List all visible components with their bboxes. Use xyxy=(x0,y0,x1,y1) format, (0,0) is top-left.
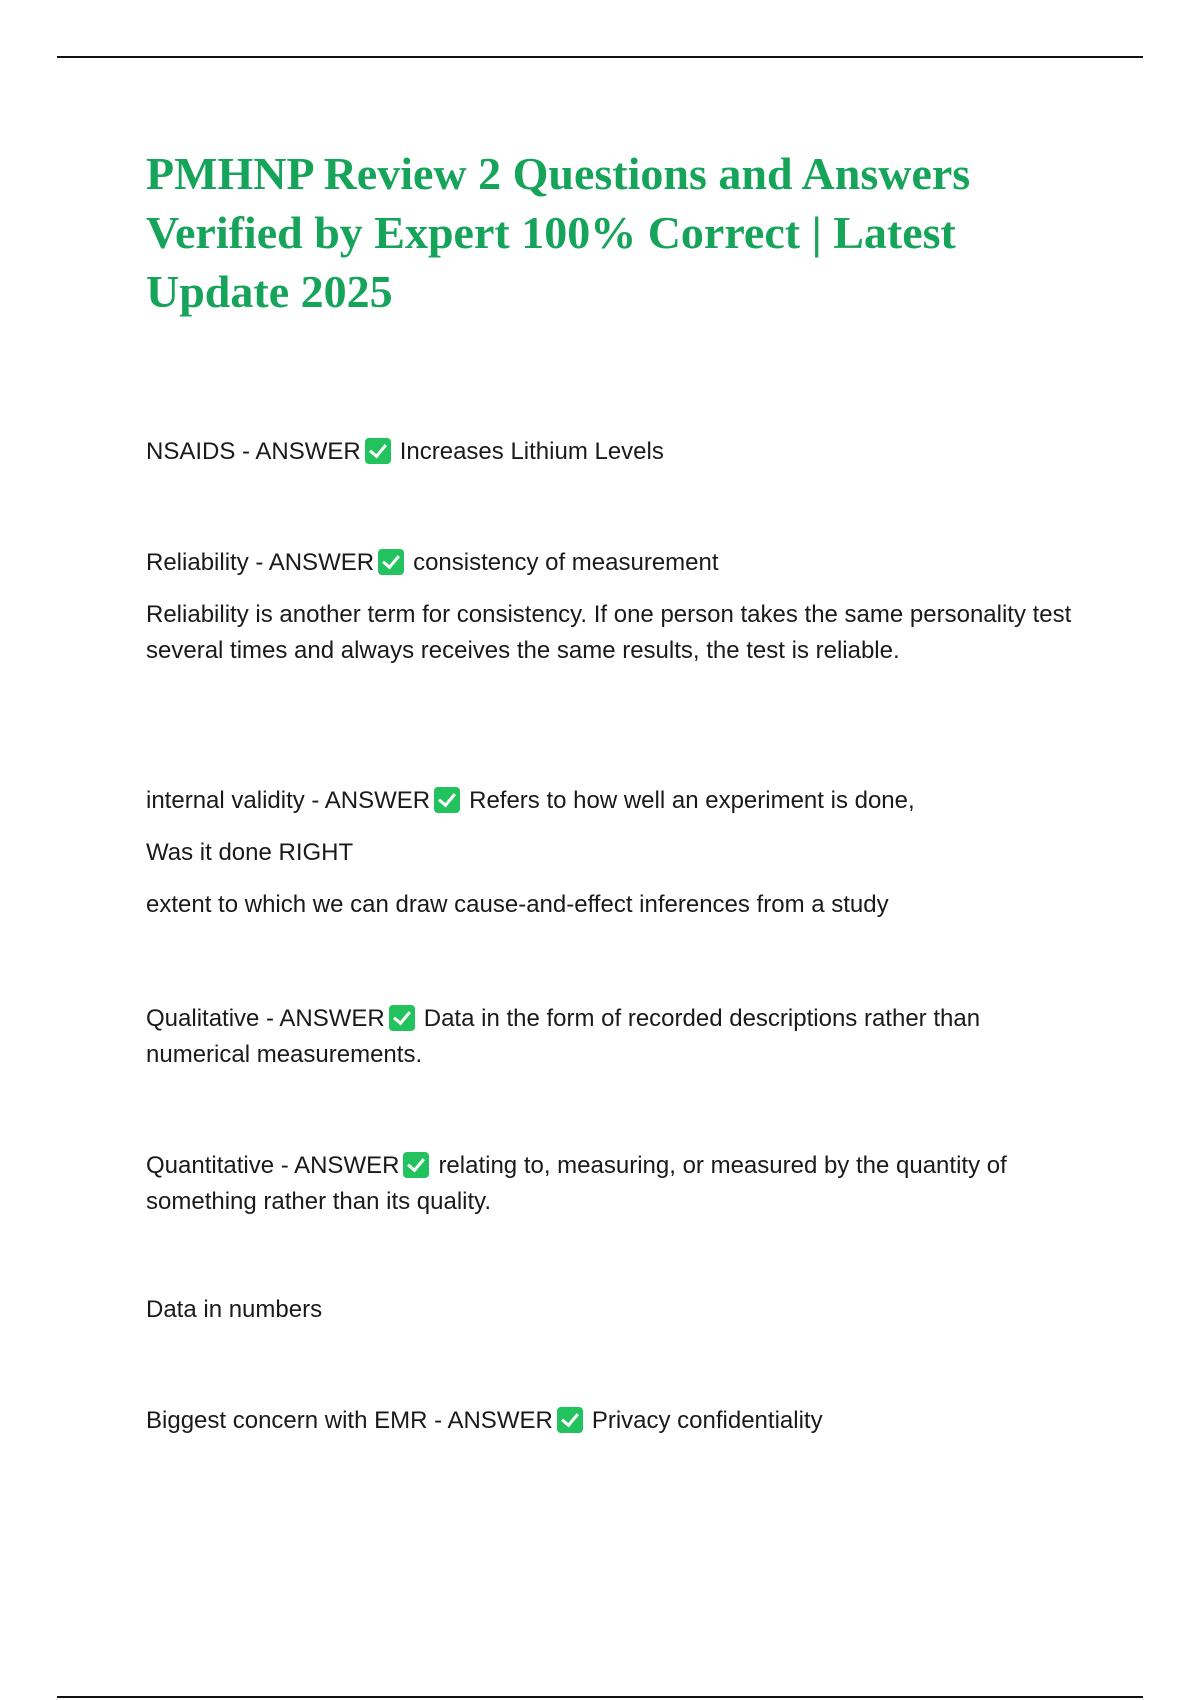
answer-marker: ANSWER xyxy=(268,549,375,576)
qa-explanation: extent to which we can draw cause-and-effect inferences from a study xyxy=(146,891,889,918)
green-checkmark-icon xyxy=(403,1152,429,1178)
qa-term: NSAIDS xyxy=(146,438,236,465)
qa-explanation: Was it done RIGHT xyxy=(146,839,354,866)
qa-answer: Refers to how well an experiment is done, xyxy=(469,787,915,814)
qa-question-line: Qualitative - ANSWER Data in the form of recorded descriptions rather than numerical measurements. xyxy=(146,1005,981,1068)
qa-item xyxy=(146,1403,1086,1439)
answer-marker: ANSWER xyxy=(279,1005,385,1032)
qa-item xyxy=(146,545,1086,669)
qa-question-line: internal validity - ANSWER Refers to how well an experiment is done, xyxy=(146,787,915,814)
top-divider xyxy=(57,56,1143,58)
qa-explanation: Data in numbers xyxy=(146,1296,323,1323)
qa-term: internal validity xyxy=(146,787,305,814)
green-checkmark-icon xyxy=(378,549,404,575)
qa-answer: consistency of measurement xyxy=(413,549,719,576)
green-checkmark-icon xyxy=(434,787,460,813)
qa-term: Qualitative xyxy=(146,1005,260,1032)
qa-item-continuation xyxy=(146,1292,1086,1328)
qa-question-line: Quantitative - ANSWER relating to, measuring, or measured by the quantity of something rather than its quality. xyxy=(146,1152,1007,1215)
answer-marker: ANSWER xyxy=(255,438,361,465)
qa-term: Quantitative xyxy=(146,1152,275,1179)
answer-marker: ANSWER xyxy=(324,787,431,814)
bottom-divider xyxy=(57,1696,1143,1698)
green-checkmark-icon xyxy=(389,1005,415,1031)
qa-answer: Increases Lithium Levels xyxy=(399,438,664,465)
green-checkmark-icon xyxy=(365,438,391,464)
qa-item xyxy=(146,1148,1086,1220)
qa-item xyxy=(146,1001,1086,1073)
qa-explanation: Reliability is another term for consistency. If one person takes the same personality test several times and always receives the same results, the test is reliable. xyxy=(146,601,1072,664)
qa-term: Reliability xyxy=(146,549,249,576)
answer-marker: ANSWER xyxy=(447,1407,553,1434)
answer-marker: ANSWER xyxy=(294,1152,400,1179)
qa-item xyxy=(146,434,1086,470)
qa-answer: Privacy confidentiality xyxy=(591,1407,823,1434)
qa-answer: Data in the form of recorded descriptions rather than numerical measurements. xyxy=(146,1005,981,1068)
qa-term: Biggest concern with EMR xyxy=(146,1407,428,1434)
qa-item xyxy=(146,783,1086,923)
document-title: PMHNP Review 2 Questions and Answers Verified by Expert 100% Correct | Latest Update 2025 xyxy=(146,148,971,317)
green-checkmark-icon xyxy=(557,1407,583,1433)
qa-answer: relating to, measuring, or measured by the quantity of something rather than its quality. xyxy=(146,1152,1007,1215)
qa-question-line: NSAIDS - ANSWER Increases Lithium Levels xyxy=(146,438,664,465)
qa-question-line: Reliability - ANSWER consistency of measurement xyxy=(146,549,719,576)
qa-question-line: Biggest concern with EMR - ANSWER Privacy confidentiality xyxy=(146,1407,823,1434)
